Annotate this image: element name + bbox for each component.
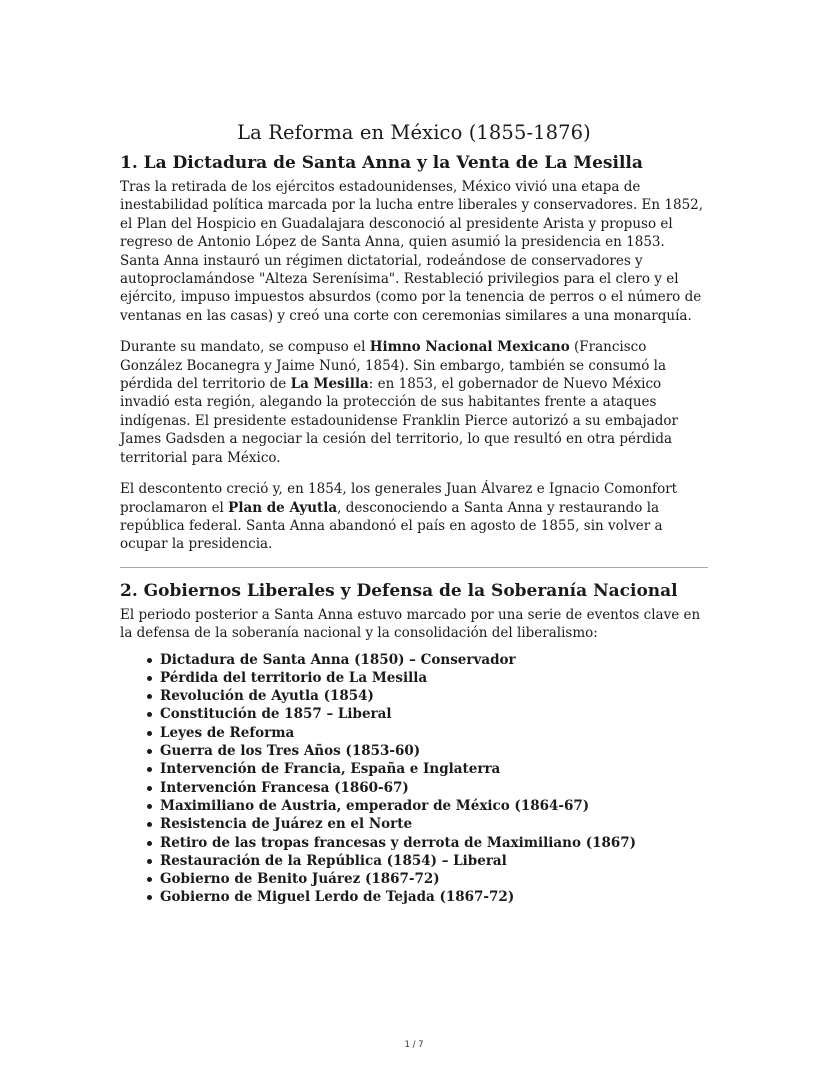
list-item <box>147 815 708 833</box>
bullet-icon <box>147 859 152 864</box>
section-divider <box>120 567 708 568</box>
section-1-paragraph-3 <box>120 480 708 554</box>
list-item-label: Resistencia de Juárez en el Norte <box>160 816 413 833</box>
list-item-label: Retiro de las tropas francesas y derrota de Maximiliano (1867) <box>160 834 637 851</box>
bullet-icon <box>147 895 152 900</box>
page-number: 1 / 7 <box>404 1040 424 1050</box>
section-2-heading: 2. Gobiernos Liberales y Defensa de la Soberanía Nacional <box>120 580 678 601</box>
bold-term-plan-de-ayutla: Plan de Ayutla <box>228 499 338 516</box>
list-item-label: Intervención Francesa (1860-67) <box>160 779 409 796</box>
bullet-icon <box>147 822 152 827</box>
list-item <box>147 779 708 797</box>
list-item <box>147 760 708 778</box>
paragraph-text: , desconociendo a Santa Anna y restaurando la república federal. Santa Anna abandonó el país en agosto de 1855, sin volver a ocupar la presidencia. <box>120 499 663 553</box>
list-item-label: Dictadura de Santa Anna (1850) – Conservador <box>160 651 516 668</box>
list-item <box>147 888 708 906</box>
bullet-icon <box>147 731 152 736</box>
paragraph-text: El descontento creció y, en 1854, los generales Juan Álvarez e Ignacio Comonfort proclamaron el <box>120 481 678 516</box>
bullet-icon <box>147 786 152 791</box>
list-item <box>147 797 708 815</box>
bullet-icon <box>147 804 152 809</box>
list-item <box>147 834 708 852</box>
bold-term-himno: Himno Nacional Mexicano <box>369 339 570 356</box>
paragraph-text: Durante su mandato, se compuso el <box>120 339 370 356</box>
list-item <box>147 724 708 742</box>
list-item <box>147 852 708 870</box>
paragraph-text: : en 1853, el gobernador de Nuevo México invadió esta región, alegando la protección de sus habitantes frente a ataques indígenas. El presidente estadounidense Franklin Pierce autorizó a su embajador James Gadsden a negociar la cesión del territorio, lo que resultó en otra pérdida territorial para México. <box>120 376 678 466</box>
bold-term-la-mesilla: La Mesilla <box>290 376 369 393</box>
list-item <box>147 651 708 669</box>
section-1-heading: 1. La Dictadura de Santa Anna y la Venta de La Mesilla <box>120 153 643 173</box>
bullet-icon <box>147 767 152 772</box>
document-title: La Reforma en México (1855-1876) <box>237 121 591 144</box>
bullet-icon <box>147 658 152 663</box>
list-item-label: Guerra de los Tres Años (1853-60) <box>160 743 421 760</box>
section-1-paragraph-2 <box>120 338 708 467</box>
list-item-label: Gobierno de Miguel Lerdo de Tejada (1867-72) <box>160 889 515 906</box>
event-list <box>147 651 708 907</box>
list-item <box>147 742 708 760</box>
list-item-label: Restauración de la República (1854) – Liberal <box>160 852 507 869</box>
section-1-paragraph-1: Tras la retirada de los ejércitos estadounidenses, México vivió una etapa de inestabilidad política marcada por la lucha entre liberales y conservadores. En 1852, el Plan del Hospicio en Guadalajara desconoció al presidente Arista y propuso el regreso de Antonio López de Santa Anna, quien asumió la presidencia en 1853. Santa Anna instauró un régimen dictatorial, rodeándose de conservadores y autoproclamándose "Alteza Serenísima". Restableció privilegios para el clero y el ejército, impuso impuestos absurdos (como por la tenencia de perros o el número de ventanas en las casas) y creó una corte con ceremonias similares a una monarquía. <box>120 179 704 324</box>
list-item-label: Pérdida del territorio de La Mesilla <box>160 669 428 686</box>
list-item <box>147 705 708 723</box>
paragraph-text: (Francisco González Bocanegra y Jaime Nunó, 1854). Sin embargo, también se consumó la pérdida del territorio de <box>120 339 666 393</box>
bullet-icon <box>147 694 152 699</box>
bullet-icon <box>147 712 152 717</box>
list-item <box>147 687 708 705</box>
list-item-label: Intervención de Francia, España e Inglaterra <box>160 761 501 778</box>
list-item-label: Gobierno de Benito Juárez (1867-72) <box>160 871 440 888</box>
bullet-icon <box>147 877 152 882</box>
list-item <box>147 669 708 687</box>
section-2-intro: El periodo posterior a Santa Anna estuvo marcado por una serie de eventos clave en la defensa de la soberanía nacional y la consolidación del liberalismo: <box>120 606 701 642</box>
bullet-icon <box>147 749 152 754</box>
list-item-label: Revolución de Ayutla (1854) <box>160 688 374 705</box>
document-page <box>120 120 708 907</box>
bullet-icon <box>147 676 152 681</box>
list-item <box>147 870 708 888</box>
list-item-label: Leyes de Reforma <box>160 724 295 741</box>
list-item-label: Constitución de 1857 – Liberal <box>160 706 392 723</box>
bullet-icon <box>147 841 152 846</box>
list-item-label: Maximiliano de Austria, emperador de México (1864-67) <box>160 797 590 814</box>
